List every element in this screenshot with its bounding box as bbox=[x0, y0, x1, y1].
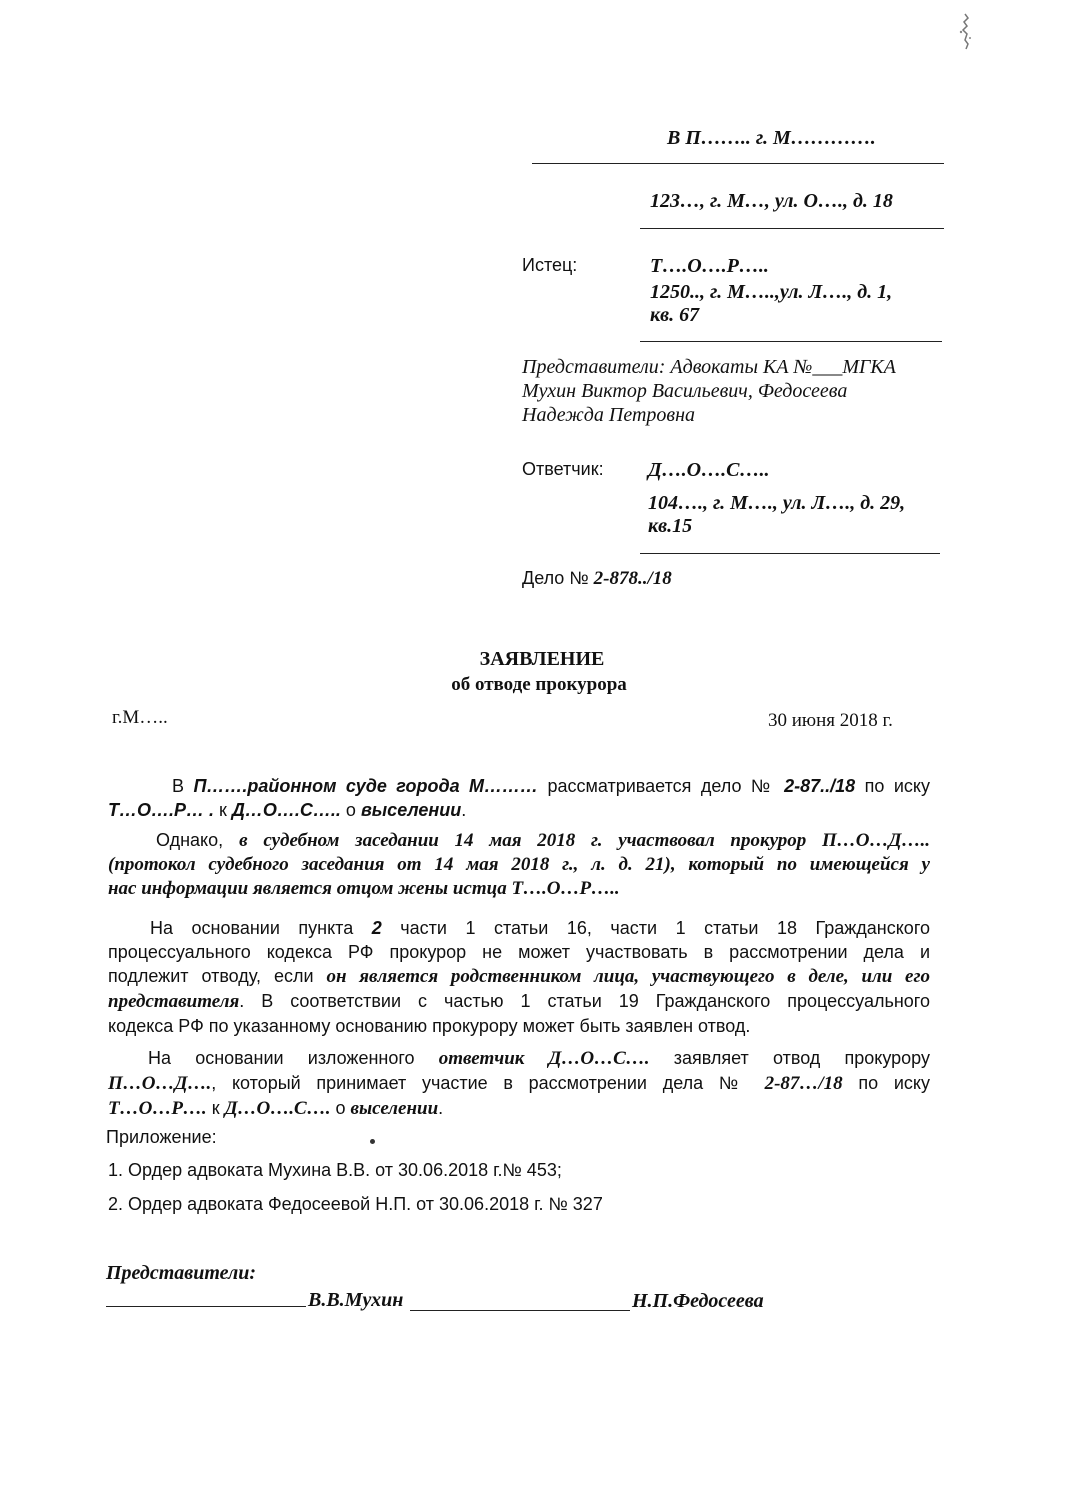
date: 30 июня 2018 г. bbox=[768, 710, 893, 731]
signature-name-1: В.В.Мухин bbox=[308, 1289, 404, 1311]
plaintiff-name: Т….О….Р….. bbox=[650, 255, 769, 277]
representatives-line3: Надежда Петровна bbox=[522, 404, 696, 426]
divider bbox=[640, 341, 942, 342]
signature-line-2 bbox=[410, 1310, 630, 1311]
attachment-item-2: 2. Ордер адвоката Федосеевой Н.П. от 30.06.2018 г. № 327 bbox=[108, 1194, 603, 1214]
paragraph-1: В П…….районном суде города М……… рассматривается дело № 2-87../18 по иску Т…О….Р… . к Д…О….С….. о выселении. bbox=[108, 776, 930, 820]
defendant-address-line1: 104…., г. М…., ул. Л…., д. 29, bbox=[648, 492, 906, 514]
case-number: Дело № 2-878../18 bbox=[522, 568, 672, 589]
defendant-name: Д….О….С….. bbox=[648, 459, 770, 481]
plaintiff-address-line2: кв. 67 bbox=[650, 304, 700, 326]
divider bbox=[640, 553, 940, 554]
signature-line-1 bbox=[106, 1306, 306, 1307]
divider bbox=[640, 228, 944, 229]
signature-name-2: Н.П.Федосеева bbox=[632, 1290, 764, 1312]
ink-speck bbox=[370, 1139, 375, 1144]
paragraph-2: Однако, в судебном заседании 14 мая 2018 г. участвовал прокурор П…О…Д….. (протокол судебного заседания от 14 мая 2018 г., л. д. 21), который по имеющейся у нас информации является отцом жены истца Т….О…Р….. bbox=[108, 830, 930, 899]
attachment-item-1: 1. Ордер адвоката Мухина В.В. от 30.06.2018 г.№ 453; bbox=[108, 1160, 562, 1180]
signatures-label: Представители: bbox=[106, 1262, 257, 1284]
document-title: ЗАЯВЛЕНИЕ bbox=[479, 648, 605, 670]
court-address: 123…, г. М…, ул. О…., д. 18 bbox=[650, 190, 893, 212]
place: г.М….. bbox=[112, 707, 168, 728]
paragraph-4: На основании изложенного ответчик Д…О…С…. заявляет отвод прокурору П…О…Д…., который принимает участие в рассмотрении дела № 2-87…/18 по иску Т…О…Р…. к Д…О….С…. о выселении. bbox=[108, 1048, 930, 1119]
divider bbox=[532, 163, 944, 164]
document-subtitle: об отводе прокурора bbox=[451, 674, 627, 695]
court-name: В П…….. г. М…………. bbox=[667, 127, 876, 149]
representatives-line1: Представители: Адвокаты КА №___МГКА bbox=[522, 356, 896, 378]
representatives-line2: Мухин Виктор Васильевич, Федосеева bbox=[522, 380, 848, 402]
paragraph-3: На основании пункта 2 части 1 статьи 16, части 1 статьи 18 Гражданского процессуального кодекса РФ прокурор не может участвовать в рассмотрении дела и подлежит отводу, если он является родственником лица, участвующего в деле, или его представителя. В соответствии с частью 1 статьи 19 Гражданского процессуального кодекса РФ по указанному основанию прокурору может быть заявлен отвод. bbox=[108, 918, 930, 1036]
defendant-label: Ответчик: bbox=[522, 459, 604, 479]
attachments-label: Приложение: bbox=[106, 1127, 217, 1147]
defendant-address-line2: кв.15 bbox=[648, 515, 693, 537]
plaintiff-address-line1: 1250.., г. М…..,ул. Л…., д. 1, bbox=[650, 281, 893, 303]
scan-artifact bbox=[955, 12, 977, 52]
plaintiff-label: Истец: bbox=[522, 255, 578, 275]
